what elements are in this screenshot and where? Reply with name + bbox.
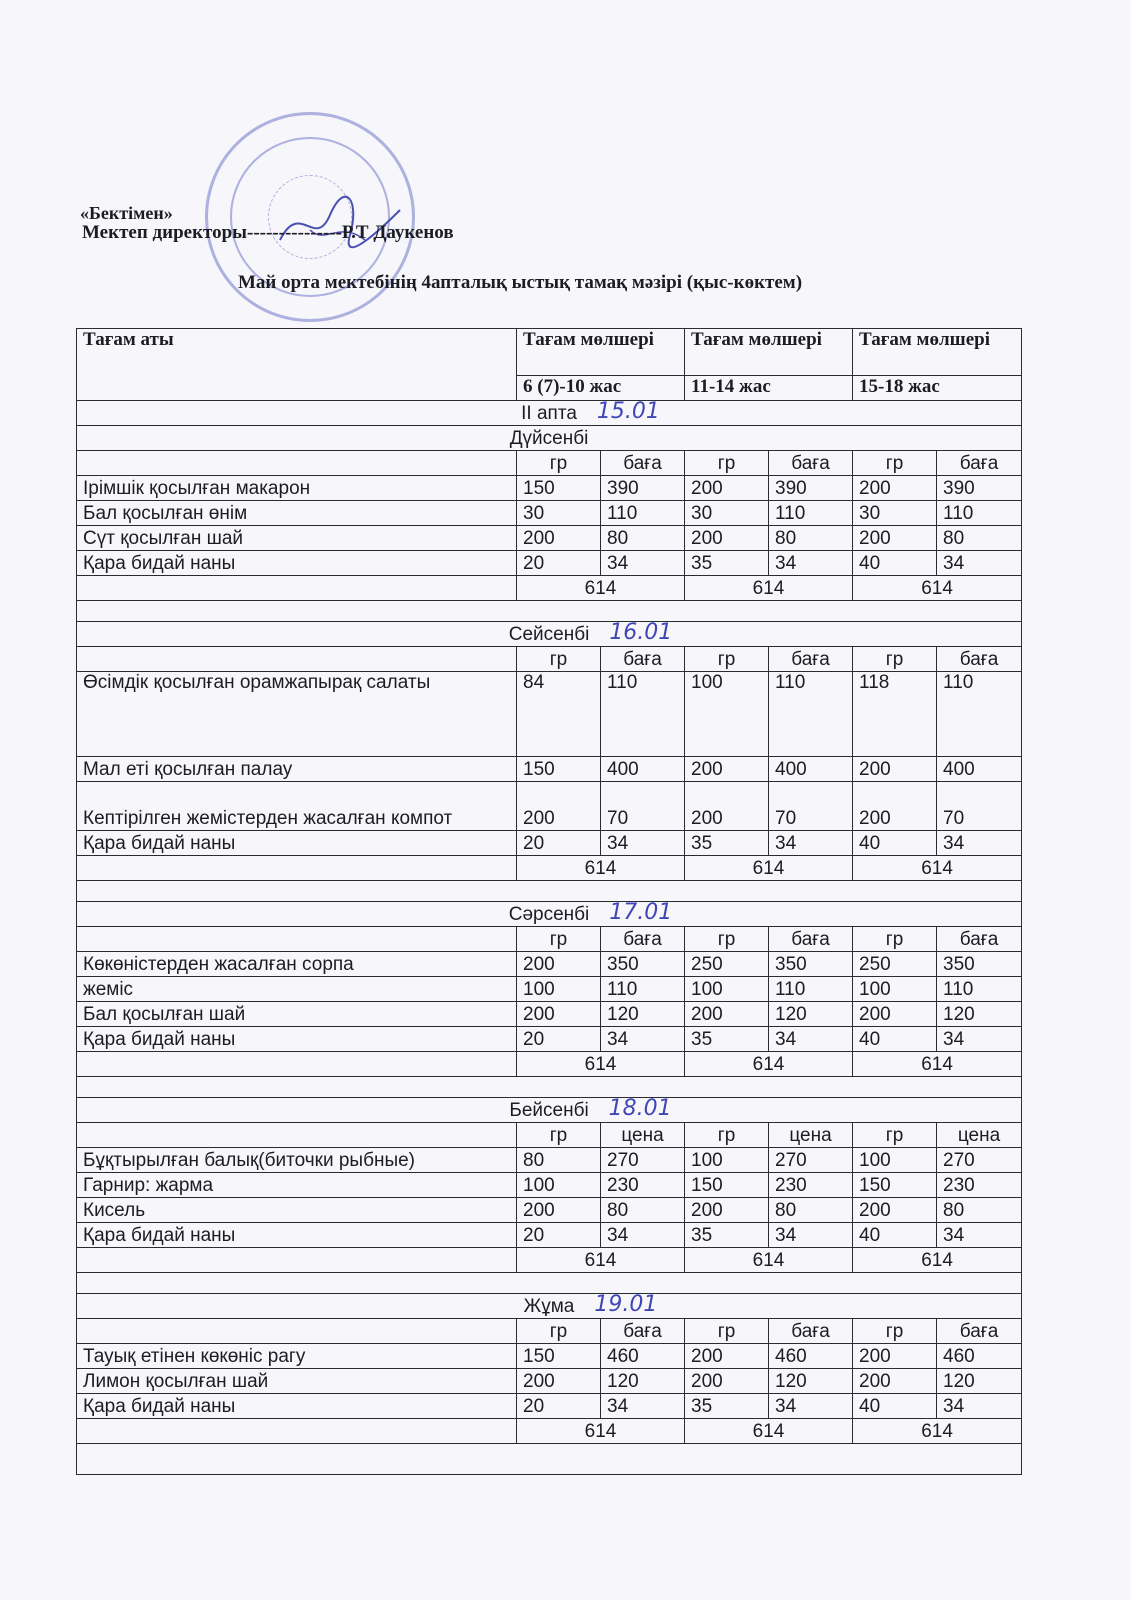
approval-label: «Бектімен» [80,203,173,223]
dish-value: 150 [853,1173,937,1198]
dish-value: 200 [853,757,937,782]
dish-value: 20 [517,1027,601,1052]
dish-name: Лимон қосылған шай [77,1369,517,1394]
dish-value: 80 [937,526,1022,551]
dish-value: 20 [517,1223,601,1248]
dish-row [77,1394,1022,1419]
day-name: Бейсенбі [509,1100,589,1121]
unit-row [77,1319,1022,1344]
dish-value: 34 [769,831,853,856]
total-value: 614 [685,1248,853,1273]
dish-row [77,831,1022,856]
total-value: 614 [685,1052,853,1077]
unit-label: цена [601,1123,685,1148]
dish-value: 460 [601,1344,685,1369]
dish-value: 34 [769,1027,853,1052]
dish-value: 100 [685,672,769,757]
unit-label: гр [517,1319,601,1344]
dish-value: 100 [685,1148,769,1173]
week-label: II апта 15.01 [521,399,660,424]
dish-value: 100 [853,1148,937,1173]
dish-row [77,501,1022,526]
spacer-cell [77,881,1022,902]
dish-value: 120 [601,1002,685,1027]
dish-value: 100 [685,977,769,1002]
dish-value: 120 [937,1369,1022,1394]
dish-value: 230 [937,1173,1022,1198]
day-label [508,900,673,926]
dish-value: 34 [937,551,1022,576]
day-name: Дүйсенбі [509,428,589,449]
dish-value: 270 [769,1148,853,1173]
dish-value: 34 [769,1223,853,1248]
day-row [77,622,1022,647]
dish-value: 34 [937,1223,1022,1248]
unit-label: гр [685,451,769,476]
dish-value: 110 [601,977,685,1002]
dish-value: 80 [601,1198,685,1223]
total-value: 614 [685,856,853,881]
dish-value: 34 [937,1027,1022,1052]
dish-value: 400 [769,757,853,782]
dish-value: 350 [937,952,1022,977]
dish-name: Өсімдік қосылған орамжапырақ салаты [77,672,517,757]
total-value: 614 [685,1419,853,1444]
total-value: 614 [685,576,853,601]
dish-row [77,1027,1022,1052]
dish-value: 460 [769,1344,853,1369]
dish-value: 34 [601,1223,685,1248]
dish-value: 110 [769,672,853,757]
age-group: 15-18 жас [853,376,1022,401]
dish-value: 120 [601,1369,685,1394]
dish-value: 40 [853,831,937,856]
dish-value: 200 [517,1369,601,1394]
dish-value: 34 [937,831,1022,856]
unit-blank [77,1123,517,1148]
total-blank [77,856,517,881]
spacer-cell [77,1077,1022,1098]
day-label [509,1096,672,1122]
dish-value: 200 [517,782,601,831]
dish-value: 200 [853,782,937,831]
total-value: 614 [853,1419,1022,1444]
dish-value: 20 [517,1394,601,1419]
dish-row [77,551,1022,576]
day-name: Жұма [523,1296,575,1317]
dish-value: 110 [601,501,685,526]
dish-value: 34 [601,1394,685,1419]
dish-name: Бал қосылған шай [77,1002,517,1027]
dish-name: Кептірілген жемістерден жасалған компот [77,782,517,831]
dish-value: 70 [769,782,853,831]
dish-name: Сүт қосылған шай [77,526,517,551]
column-header-amount: Тағам мөлшері [853,329,1022,376]
age-group: 6 (7)-10 жас [517,376,685,401]
day-label [523,1292,658,1318]
dish-row [77,977,1022,1002]
spacer-row [77,1077,1022,1098]
dish-name: Қара бидай наны [77,551,517,576]
week-row [77,401,1022,426]
dish-value: 84 [517,672,601,757]
dish-value: 34 [769,551,853,576]
dish-value: 200 [853,476,937,501]
dish-row [77,757,1022,782]
age-group: 11-14 жас [685,376,853,401]
dish-value: 30 [853,501,937,526]
unit-label: гр [517,451,601,476]
dish-value: 110 [601,672,685,757]
total-value: 614 [853,1052,1022,1077]
unit-label: гр [853,927,937,952]
total-row [77,1248,1022,1273]
spacer-cell [77,1273,1022,1294]
total-value: 614 [517,1052,685,1077]
unit-label: баға [937,647,1022,672]
dish-value: 34 [769,1394,853,1419]
day-date-handwritten: 18.01 [608,1096,672,1121]
dish-row [77,526,1022,551]
dish-value: 30 [685,501,769,526]
unit-blank [77,451,517,476]
dish-value: 390 [769,476,853,501]
unit-label: баға [601,927,685,952]
unit-label: баға [601,451,685,476]
total-row [77,1052,1022,1077]
dish-value: 350 [769,952,853,977]
dish-value: 200 [853,1344,937,1369]
dish-value: 250 [685,952,769,977]
spacer-row [77,1273,1022,1294]
dish-value: 35 [685,831,769,856]
spacer-row [77,601,1022,622]
day-date-handwritten: 19.01 [594,1292,658,1317]
unit-label: баға [601,1319,685,1344]
unit-label: гр [685,1123,769,1148]
day-date-handwritten: 16.01 [609,620,673,645]
dish-value: 100 [517,1173,601,1198]
dish-row [77,1173,1022,1198]
dish-value: 34 [937,1394,1022,1419]
total-blank [77,1419,517,1444]
dish-value: 200 [685,476,769,501]
dish-value: 30 [517,501,601,526]
dish-value: 150 [685,1173,769,1198]
total-blank [77,1248,517,1273]
day-cell [77,1098,1022,1123]
dish-name: Қара бидай наны [77,1027,517,1052]
unit-label: гр [685,647,769,672]
day-label [510,428,589,450]
day-cell [77,1294,1022,1319]
dish-value: 400 [601,757,685,782]
dish-name: Мал еті қосылған палау [77,757,517,782]
column-header-dish: Тағам аты [77,329,517,401]
dish-value: 200 [853,1198,937,1223]
dish-value: 70 [937,782,1022,831]
dish-name: Тауық етінен көкөніс рагу [77,1344,517,1369]
unit-row [77,1123,1022,1148]
dish-value: 110 [769,977,853,1002]
unit-label: баға [937,1319,1022,1344]
dish-row [77,672,1022,757]
dish-value: 400 [937,757,1022,782]
director-line: Мектеп директоры---------------Р.Т Даукенов [82,222,454,243]
unit-label: гр [685,927,769,952]
total-value: 614 [853,1248,1022,1273]
dish-value: 20 [517,551,601,576]
dish-row [77,1198,1022,1223]
day-label [508,620,673,646]
spacer-cell [77,1444,1022,1475]
dish-value: 120 [769,1002,853,1027]
unit-label: гр [685,1319,769,1344]
dish-value: 250 [853,952,937,977]
unit-label: гр [853,1319,937,1344]
dish-value: 230 [601,1173,685,1198]
dish-value: 200 [853,1002,937,1027]
dish-value: 80 [601,526,685,551]
dish-value: 200 [517,1002,601,1027]
dish-row [77,1002,1022,1027]
dish-name: Қара бидай наны [77,1394,517,1419]
unit-label: баға [937,451,1022,476]
dish-value: 35 [685,1027,769,1052]
dish-value: 150 [517,1344,601,1369]
unit-label: цена [937,1123,1022,1148]
total-value: 614 [517,1248,685,1273]
dish-name: Бал қосылған өнім [77,501,517,526]
dish-value: 40 [853,1027,937,1052]
dish-name: Ірімшік қосылған макарон [77,476,517,501]
unit-blank [77,1319,517,1344]
dish-value: 110 [937,977,1022,1002]
dish-row [77,476,1022,501]
day-name: Сәрсенбі [508,904,590,925]
spacer-cell [77,601,1022,622]
dish-value: 200 [517,952,601,977]
dish-value: 390 [601,476,685,501]
total-value: 614 [517,1419,685,1444]
dish-value: 200 [685,1198,769,1223]
dish-value: 20 [517,831,601,856]
dish-name: Кисель [77,1198,517,1223]
dish-value: 40 [853,1394,937,1419]
dish-row [77,1369,1022,1394]
dish-value: 80 [937,1198,1022,1223]
day-row [77,902,1022,927]
unit-label: баға [769,647,853,672]
dish-value: 70 [601,782,685,831]
dish-value: 230 [769,1173,853,1198]
dish-value: 110 [769,501,853,526]
dish-value: 120 [769,1369,853,1394]
dish-value: 110 [937,672,1022,757]
total-value: 614 [853,856,1022,881]
menu-table [76,328,1022,1475]
dish-value: 390 [937,476,1022,501]
day-date-handwritten: 17.01 [609,900,673,925]
dish-value: 200 [685,1369,769,1394]
dish-name: Қара бидай наны [77,1223,517,1248]
day-cell [77,426,1022,451]
dish-value: 40 [853,1223,937,1248]
dish-row [77,1148,1022,1173]
dish-value: 110 [937,501,1022,526]
unit-label: баға [769,1319,853,1344]
dish-value: 350 [601,952,685,977]
dish-name: Гарнир: жарма [77,1173,517,1198]
day-row [77,1294,1022,1319]
dish-value: 200 [685,1002,769,1027]
total-value: 614 [517,856,685,881]
day-name: Сейсенбі [508,624,590,645]
total-row [77,856,1022,881]
dish-value: 150 [517,476,601,501]
total-value: 614 [853,576,1022,601]
dish-value: 200 [517,526,601,551]
dish-value: 270 [601,1148,685,1173]
spacer-row [77,881,1022,902]
day-cell [77,622,1022,647]
dish-value: 35 [685,1394,769,1419]
dish-value: 200 [853,1369,937,1394]
unit-label: гр [517,647,601,672]
dish-value: 80 [769,526,853,551]
unit-label: баға [769,927,853,952]
total-blank [77,1052,517,1077]
dish-value: 200 [685,526,769,551]
dish-value: 35 [685,1223,769,1248]
day-row [77,1098,1022,1123]
unit-label: гр [517,1123,601,1148]
dish-row [77,1223,1022,1248]
dish-value: 35 [685,551,769,576]
unit-label: гр [853,451,937,476]
dish-name: жеміс [77,977,517,1002]
unit-label: цена [769,1123,853,1148]
dish-value: 150 [517,757,601,782]
unit-row [77,927,1022,952]
dish-value: 200 [853,526,937,551]
dish-name: Бұқтырылған балық(биточки рыбные) [77,1148,517,1173]
dish-value: 34 [601,551,685,576]
unit-label: баға [601,647,685,672]
dish-row [77,782,1022,831]
dish-value: 200 [685,782,769,831]
dish-name: Көкөністерден жасалған сорпа [77,952,517,977]
dish-value: 200 [685,757,769,782]
day-cell [77,902,1022,927]
unit-blank [77,647,517,672]
week-date-handwritten: 15.01 [596,399,660,424]
dish-value: 200 [517,1198,601,1223]
unit-label: баға [937,927,1022,952]
day-row [77,426,1022,451]
dish-value: 80 [517,1148,601,1173]
dish-value: 460 [937,1344,1022,1369]
unit-label: гр [853,647,937,672]
unit-blank [77,927,517,952]
dish-value: 34 [601,831,685,856]
total-value: 614 [517,576,685,601]
menu-title: Май орта мектебінің 4апталық ыстық тамақ мәзірі (қыс-көктем) [238,272,803,293]
unit-label: баға [769,451,853,476]
dish-value: 80 [769,1198,853,1223]
dish-value: 118 [853,672,937,757]
total-blank [77,576,517,601]
table-header-row [77,329,1022,376]
dish-value: 120 [937,1002,1022,1027]
unit-label: гр [517,927,601,952]
unit-row [77,647,1022,672]
dish-row [77,952,1022,977]
dish-value: 200 [685,1344,769,1369]
total-row [77,576,1022,601]
dish-row [77,1344,1022,1369]
unit-label: гр [853,1123,937,1148]
spacer-row [77,1444,1022,1475]
dish-value: 100 [517,977,601,1002]
unit-row [77,451,1022,476]
column-header-amount: Тағам мөлшері [517,329,685,376]
column-header-amount: Тағам мөлшері [685,329,853,376]
total-row [77,1419,1022,1444]
dish-value: 270 [937,1148,1022,1173]
dish-value: 100 [853,977,937,1002]
dish-value: 34 [601,1027,685,1052]
dish-name: Қара бидай наны [77,831,517,856]
dish-value: 40 [853,551,937,576]
